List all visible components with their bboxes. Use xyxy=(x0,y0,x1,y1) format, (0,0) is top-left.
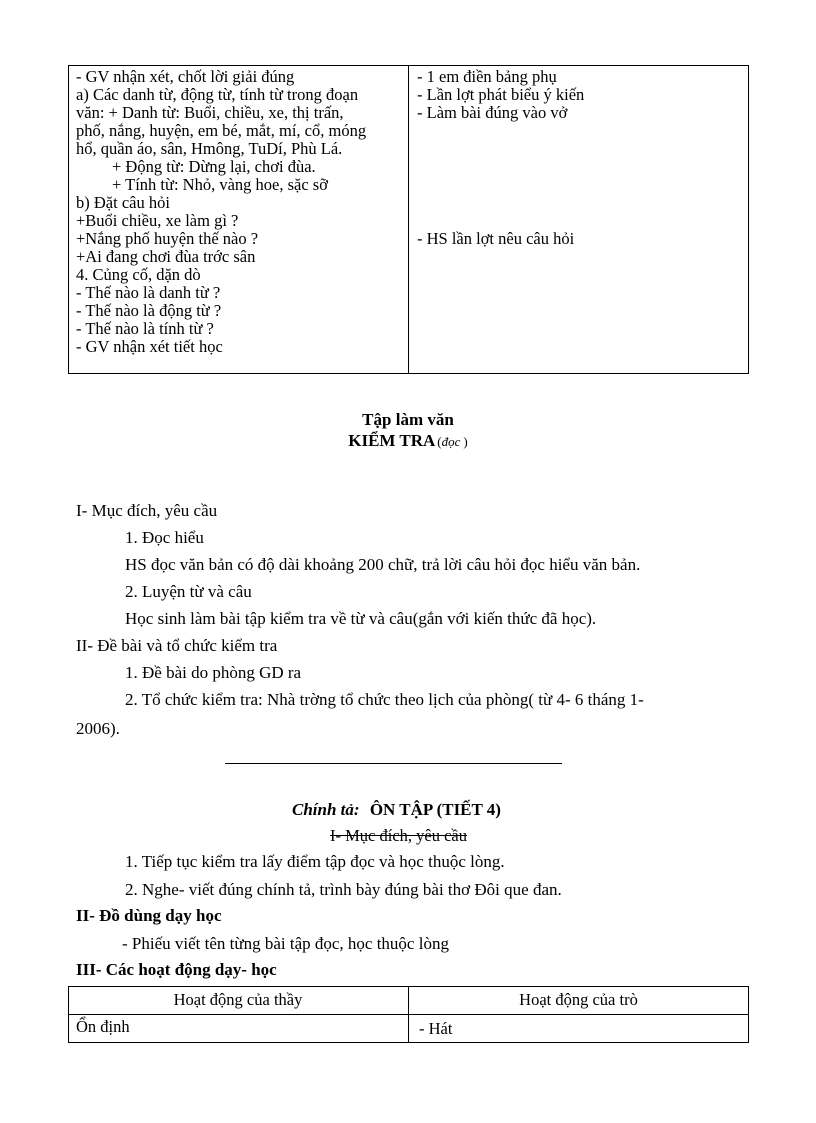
section1-item: 2. Tổ chức kiểm tra: Nhà trờng tổ chức theo lịch của phòng( từ 4- 6 tháng 1- xyxy=(125,690,644,709)
right-line: - Lần lợt phát biểu ý kiến xyxy=(417,85,585,104)
section1-heading-exam: II- Đề bài và tổ chức kiểm tra xyxy=(76,636,278,655)
right-line: - HS lần lợt nêu câu hỏi xyxy=(417,229,575,248)
section2-item: 2. Nghe- viết đúng chính tả, trình bày đúng bài thơ Đôi que đan. xyxy=(125,880,562,899)
left-line: - Thế nào là tính từ ? xyxy=(76,319,214,338)
left-line: +Nắng phố huyện thế nào ? xyxy=(76,229,259,248)
section2-subtitle: I- Mục đích, yêu cầu xyxy=(330,826,467,845)
right-line: - 1 em điền bảng phụ xyxy=(417,67,557,86)
left-line: hổ, quần áo, sân, Hmông, TuDí, Phù Lá. xyxy=(76,139,343,158)
top-table-divider xyxy=(408,65,409,374)
section1-heading-purpose: I- Mục đích, yêu cầu xyxy=(76,501,218,520)
left-line: + Tính từ: Nhỏ, vàng hoe, sặc sỡ xyxy=(112,175,328,194)
left-line: văn: + Danh từ: Buổi, chiều, xe, thị trấn, xyxy=(76,103,344,122)
left-line: phố, nắng, huyện, em bé, mắt, mí, cổ, móng xyxy=(76,121,367,140)
section1-item: 1. Đọc hiểu xyxy=(125,528,204,547)
paren-close: ) xyxy=(463,434,468,449)
section1-heading xyxy=(0,430,816,453)
right-line: - Làm bài đúng vào vở xyxy=(417,103,568,122)
left-line: +Ai đang chơi đùa trớc sân xyxy=(76,247,256,266)
left-line: - Thế nào là danh từ ? xyxy=(76,283,221,302)
left-line: + Động từ: Dừng lại, chơi đùa. xyxy=(112,157,316,176)
header-student-activity: Hoạt động của trò xyxy=(519,990,638,1009)
paren-open: ( xyxy=(437,434,442,449)
section1-item: HS đọc văn bản có độ dài khoảng 200 chữ, trả lời câu hỏi đọc hiểu văn bản. xyxy=(125,555,641,574)
left-line: +Buổi chiều, xe làm gì ? xyxy=(76,211,239,230)
section1-item: 2. Luyện từ và câu xyxy=(125,582,252,601)
section1-item: 2006). xyxy=(76,719,120,738)
bottom-table-header-rule xyxy=(68,1014,749,1015)
section2-heading-tools: II- Đồ dùng dạy học xyxy=(76,906,222,925)
section2-heading-activities: III- Các hoạt động dạy- học xyxy=(76,960,277,979)
section1-title-italic: đọc xyxy=(441,434,461,449)
header-teacher-activity: Hoạt động của thầy xyxy=(173,990,303,1009)
left-line: a) Các danh từ, động từ, tính từ trong đoạn xyxy=(76,85,359,104)
left-line: - GV nhận xét tiết học xyxy=(76,337,223,356)
left-line: - Thế nào là động từ ? xyxy=(76,301,222,320)
section2-item: 1. Tiếp tục kiểm tra lấy điểm tập đọc và học thuộc lòng. xyxy=(125,852,505,871)
section1-subject: Tập làm văn xyxy=(362,410,454,429)
section2-main-title: ÔN TẬP (TIẾT 4) xyxy=(369,800,501,819)
section1-item: Học sinh làm bài tập kiểm tra về từ và câu(gắn với kiến thức đã học). xyxy=(125,609,597,628)
left-line: b) Đặt câu hỏi xyxy=(76,193,170,212)
left-line: - GV nhận xét, chốt lời giải đúng xyxy=(76,67,295,86)
section-divider xyxy=(225,763,562,764)
section2-tools-item: - Phiếu viết tên từng bài tập đọc, học thuộc lòng xyxy=(122,934,449,953)
row-teacher-cell: Ổn định xyxy=(76,1017,130,1036)
row-student-cell: - Hát xyxy=(419,1019,453,1038)
section1-main-title: KIỂM TRA xyxy=(348,431,436,450)
section2-title xyxy=(292,799,501,821)
section1-item: 1. Đề bài do phòng GD ra xyxy=(125,663,302,682)
left-line: 4. Củng cố, dặn dò xyxy=(76,265,201,284)
section1-title xyxy=(0,410,816,430)
section2-subject: Chính tả: xyxy=(292,800,360,819)
